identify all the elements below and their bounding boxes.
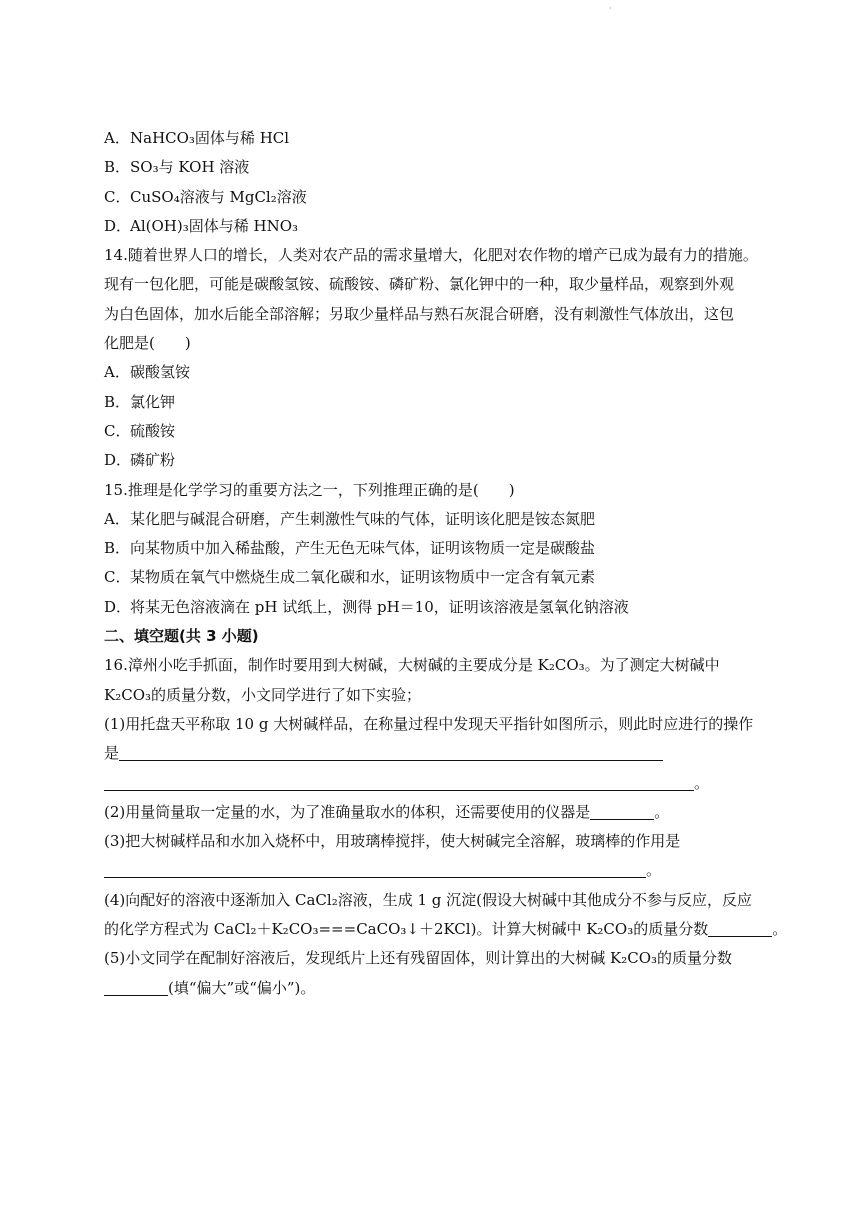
option-text: 向某物质中加入稀盐酸，产生无色无味气体，证明该物质一定是碳酸盐 (130, 539, 596, 558)
option-label: C． (104, 187, 131, 206)
option-text: 某化肥与碱混合研磨，产生刺激性气味的气体，证明该化肥是铵态氮肥 (130, 509, 596, 528)
q14-option-b (104, 388, 764, 417)
q13-option-a (104, 124, 764, 153)
option-text: SO₃与 KOH 溶液 (130, 158, 250, 177)
answer-suffix: (填“偏大”或“偏小”)。 (168, 978, 316, 997)
q14-option-d (104, 446, 764, 475)
q16-intro-line-1: 16.漳州小吃手抓面，制作时要用到大树碱，大树碱的主要成分是 K₂CO₃。为了测定大树碱中 (104, 656, 720, 675)
option-label: B． (104, 158, 131, 177)
q14-stem-line-1: 14.随着世界人口的增长，人类对农产品的需求量增大，化肥对农作物的增产已成为最有力的措施。 (104, 246, 758, 265)
q16-part5-line-2 (104, 974, 764, 1003)
option-label: C． (104, 568, 131, 587)
option-label: D． (104, 597, 132, 616)
option-label: A． (104, 363, 130, 382)
answer-prefix: 是 (104, 744, 120, 763)
answer-blank[interactable] (104, 859, 646, 878)
q16-part3-line-1: (3)把大树碱样品和水加入烧杯中，用玻璃棒搅拌，使大树碱完全溶解，玻璃棒的作用是 (104, 832, 681, 851)
answer-blank[interactable] (119, 742, 663, 761)
q14-stem-line-4: 化肥是( ) (104, 334, 191, 353)
option-label: B． (104, 539, 131, 558)
q14-stem-line-3: 为白色固体，加水后能全部溶解；另取少量样品与熟石灰混合研磨，没有刺激性气体放出，这包 (104, 304, 735, 323)
answer-blank[interactable] (104, 772, 694, 791)
q16-part4-line-2 (104, 915, 788, 944)
option-text: 将某无色溶液滴在 pH 试纸上，测得 pH＝10，证明该溶液是氢氧化钠溶液 (130, 597, 629, 616)
option-label: A． (104, 509, 130, 528)
q16-part5-line-1: (5)小文同学在配制好溶液后，发现纸片上还有残留固体，则计算出的大树碱 K₂CO₃的质量分数 (104, 949, 733, 968)
q15-option-b (104, 534, 764, 563)
q13-option-b (104, 153, 764, 182)
q16-part1-line-1: (1)用托盘天平称取 10 g 大树碱样品，在称量过程中发现天平指针如图所示，则此时应进行的操作 (104, 714, 754, 733)
q15-option-d (104, 593, 764, 622)
answer-blank[interactable] (104, 977, 168, 996)
option-text: 硫酸铵 (130, 421, 176, 440)
q14-option-c (104, 417, 764, 446)
q16-part1-line-2 (104, 739, 764, 768)
header-mark: · (609, 4, 612, 13)
question-text: 的化学方程式为 CaCl₂＋K₂CO₃===CaCO₃↓＋2KCl)。计算大树碱中 K₂CO₃的质量分数 (104, 920, 709, 939)
question-text: (2)用量筒量取一定量的水，为了准确量取水的体积，还需要使用的仪器是 (104, 802, 591, 821)
option-text: 碳酸氢铵 (130, 363, 191, 382)
answer-blank[interactable] (590, 801, 654, 820)
option-label: A． (104, 129, 130, 147)
q16-part4-line-1: (4)向配好的溶液中逐渐加入 CaCl₂溶液，生成 1 g 沉淀(假设大树碱中其他成分不参与反应，反应 (104, 890, 753, 909)
q15-option-a (104, 505, 764, 534)
q16-part3-line-2 (104, 856, 764, 885)
answer-suffix: 。 (654, 802, 670, 821)
q13-option-c (104, 183, 764, 212)
option-text: 某物质在氧气中燃烧生成二氧化碳和水，证明该物质中一定含有氧元素 (130, 568, 596, 587)
option-text: CuSO₄溶液与 MgCl₂溶液 (130, 187, 307, 206)
answer-suffix: 。 (772, 920, 788, 939)
option-label: D． (104, 451, 132, 470)
q15-option-c (104, 563, 764, 592)
q16-part2 (104, 798, 764, 827)
option-text: 氯化钾 (130, 392, 176, 411)
option-text: NaHCO₃固体与稀 HCl (130, 129, 290, 147)
option-text: 磷矿粉 (130, 451, 176, 470)
q13-option-d (104, 212, 764, 241)
q15-stem: 15.推理是化学学习的重要方法之一，下列推理正确的是( ) (104, 480, 515, 499)
q14-stem-line-2: 现有一包化肥，可能是碳酸氢铵、硫酸铵、磷矿粉、氯化钾中的一种，取少量样品，观察到外观 (104, 275, 735, 294)
answer-suffix: 。 (646, 861, 662, 880)
option-label: D． (104, 216, 132, 235)
section-heading: 二、填空题(共 3 小题) (104, 627, 259, 646)
question-content (104, 124, 788, 1003)
q14-option-a (104, 358, 764, 387)
q16-intro-line-2: K₂CO₃的质量分数，小文同学进行了如下实验； (104, 685, 422, 704)
answer-suffix: 。 (694, 773, 710, 792)
q16-part1-line-3 (104, 769, 764, 798)
answer-blank[interactable] (708, 918, 772, 937)
option-text: Al(OH)₃固体与稀 HNO₃ (130, 216, 299, 235)
option-label: B． (104, 392, 131, 411)
option-label: C． (104, 421, 131, 440)
